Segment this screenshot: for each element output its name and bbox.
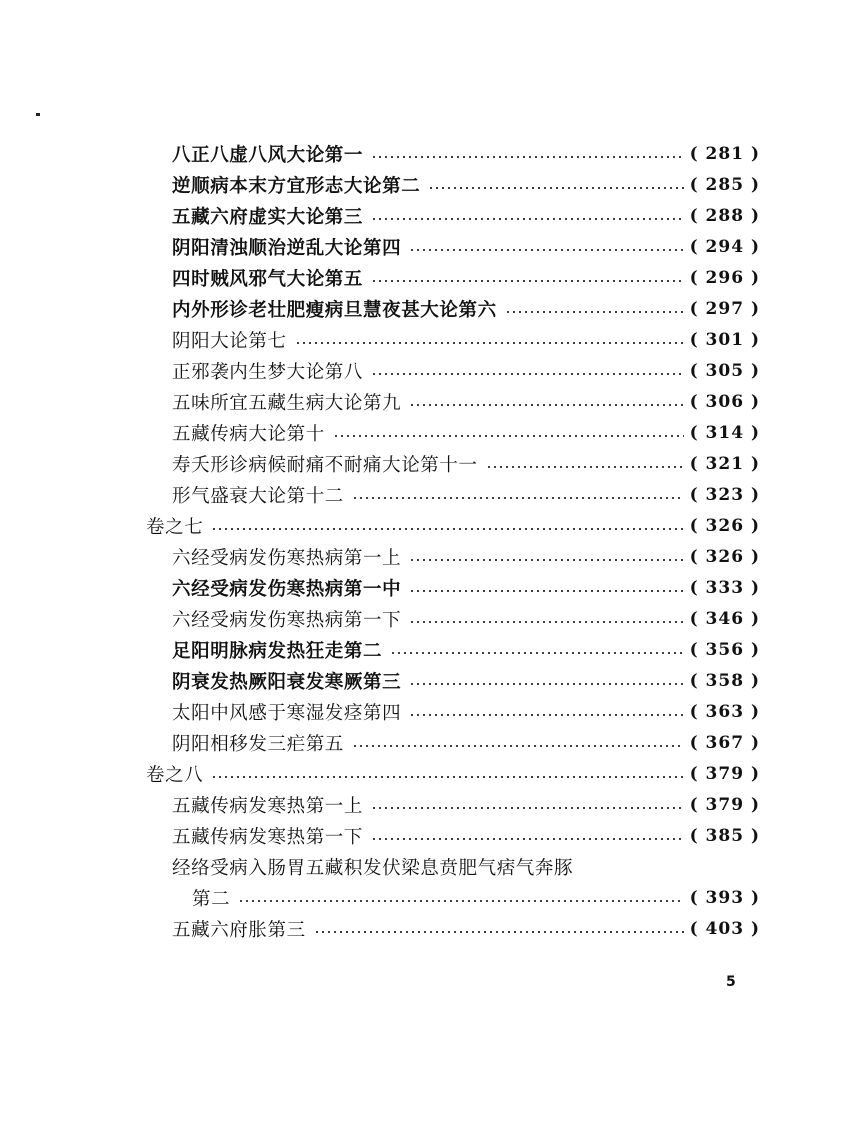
toc-entry-page: ( 323 ) — [689, 484, 760, 505]
toc-entry — [192, 882, 760, 913]
toc-entry-page: ( 326 ) — [689, 515, 760, 536]
toc-entry — [172, 231, 760, 262]
toc-entry-title: 第二 — [192, 888, 231, 910]
dot-leader — [333, 435, 684, 437]
dot-leader — [409, 559, 683, 561]
toc-entry-title: 五藏传病发寒热第一下 — [172, 826, 364, 848]
dot-leader — [390, 652, 683, 654]
toc-entry-page: ( 305 ) — [689, 360, 760, 381]
page-number: 5 — [726, 974, 736, 990]
toc-entry — [172, 727, 760, 758]
toc-entry — [172, 913, 760, 944]
toc-entry — [172, 541, 760, 572]
dot-leader — [371, 807, 684, 809]
dot-leader — [352, 497, 684, 499]
toc-entry-page: ( 288 ) — [689, 205, 760, 226]
toc-entry-title: 阴衰发热厥阳衰发寒厥第三 — [172, 671, 402, 693]
toc-entry — [172, 138, 760, 169]
toc-entry-page: ( 301 ) — [689, 329, 760, 350]
dot-leader — [409, 404, 683, 406]
toc-entry-title: 形气盛衰大论第十二 — [172, 485, 344, 507]
toc-entry — [172, 634, 760, 665]
dot-leader — [371, 373, 684, 375]
toc-entry-title: 五藏传病发寒热第一上 — [172, 795, 364, 817]
toc-entry — [172, 665, 760, 696]
toc-entry-page: ( 285 ) — [689, 174, 760, 195]
dot-leader — [409, 683, 683, 685]
dot-leader — [409, 621, 683, 623]
toc-entry-title: 足阳明脉病发热狂走第二 — [172, 640, 383, 662]
dot-leader — [505, 311, 684, 313]
toc-entry — [172, 789, 760, 820]
toc-entry-page: ( 314 ) — [689, 422, 760, 443]
toc-entry-page: ( 379 ) — [689, 763, 760, 784]
toc-chapter — [146, 758, 760, 789]
dot-leader — [409, 714, 683, 716]
toc-entry-title: 太阳中风感于寒湿发痉第四 — [172, 702, 402, 724]
dot-leader — [409, 590, 683, 592]
toc-entry-title: 五藏六府虚实大论第三 — [172, 206, 364, 228]
toc-entry-page: ( 281 ) — [689, 143, 760, 164]
toc-entry — [172, 417, 760, 448]
toc-entry-title: 内外形诊老壮肥瘦病旦慧夜甚大论第六 — [172, 299, 497, 321]
toc-entry-page: ( 393 ) — [689, 887, 760, 908]
dot-leader — [428, 187, 683, 189]
toc-entry-wrapped-line — [172, 851, 760, 882]
toc-entry-page: ( 326 ) — [689, 546, 760, 567]
dot-leader — [409, 249, 683, 251]
toc-entry — [172, 572, 760, 603]
dot-leader — [314, 931, 684, 933]
toc-entry-page: ( 306 ) — [689, 391, 760, 412]
dot-leader — [371, 156, 684, 158]
toc-entry-title: 六经受病发伤寒热病第一中 — [172, 578, 402, 600]
toc-entry — [172, 696, 760, 727]
toc-entry-page: ( 294 ) — [689, 236, 760, 257]
toc-entry — [172, 479, 760, 510]
toc-entry-title: 四时贼风邪气大论第五 — [172, 268, 364, 290]
dot-leader — [352, 745, 684, 747]
toc-entry-page: ( 363 ) — [689, 701, 760, 722]
toc-entry-title: 阴阳相移发三疟第五 — [172, 733, 344, 755]
toc-entry-title: 寿夭形诊病候耐痛不耐痛大论第十一 — [172, 454, 478, 476]
toc-entry — [172, 386, 760, 417]
toc-chapter — [146, 510, 760, 541]
toc-entry-page: ( 296 ) — [689, 267, 760, 288]
dot-leader — [371, 218, 684, 220]
toc-entry — [172, 324, 760, 355]
toc-entry-page: ( 297 ) — [689, 298, 760, 319]
dot-leader — [371, 280, 684, 282]
margin-mark — [36, 113, 40, 116]
toc-entry-title: 八正八虚八风大论第一 — [172, 144, 364, 166]
toc-chapter-title: 卷之八 — [146, 764, 204, 786]
toc-entry — [172, 169, 760, 200]
toc-entry-page: ( 321 ) — [689, 453, 760, 474]
toc-entry-page: ( 403 ) — [689, 918, 760, 939]
toc-entry-page: ( 358 ) — [689, 670, 760, 691]
toc-entry-title: 经络受病入肠胃五藏积发伏梁息贲肥气痞气奔豚 — [172, 857, 574, 879]
toc-entry-page: ( 346 ) — [689, 608, 760, 629]
dot-leader — [211, 528, 683, 530]
toc-entry-page: ( 356 ) — [689, 639, 760, 660]
toc-entry — [172, 293, 760, 324]
toc-entry-page: ( 379 ) — [689, 794, 760, 815]
toc-entry-title: 五藏传病大论第十 — [172, 423, 325, 445]
toc-entry-title: 正邪袭内生梦大论第八 — [172, 361, 364, 383]
toc-entry-title: 阴阳清浊顺治逆乱大论第四 — [172, 237, 402, 259]
toc-entry — [172, 262, 760, 293]
toc-entry — [172, 603, 760, 634]
toc-entry-page: ( 385 ) — [689, 825, 760, 846]
toc-entry-title: 阴阳大论第七 — [172, 330, 287, 352]
toc-entry-title: 逆顺病本末方宜形志大论第二 — [172, 175, 421, 197]
toc-entry — [172, 200, 760, 231]
toc-entry — [172, 355, 760, 386]
toc-entry-page: ( 367 ) — [689, 732, 760, 753]
dot-leader — [211, 776, 683, 778]
dot-leader — [295, 342, 684, 344]
toc-entry — [172, 448, 760, 479]
dot-leader — [238, 900, 683, 902]
toc-entry-page: ( 333 ) — [689, 577, 760, 598]
dot-leader — [486, 466, 684, 468]
toc-entry — [172, 820, 760, 851]
toc-entry-title: 五藏六府胀第三 — [172, 919, 306, 941]
toc-chapter-title: 卷之七 — [146, 516, 204, 538]
toc-entry-title: 六经受病发伤寒热病第一下 — [172, 609, 402, 631]
dot-leader — [371, 838, 684, 840]
toc-entry-title: 五味所宜五藏生病大论第九 — [172, 392, 402, 414]
toc-entry-title: 六经受病发伤寒热病第一上 — [172, 547, 402, 569]
